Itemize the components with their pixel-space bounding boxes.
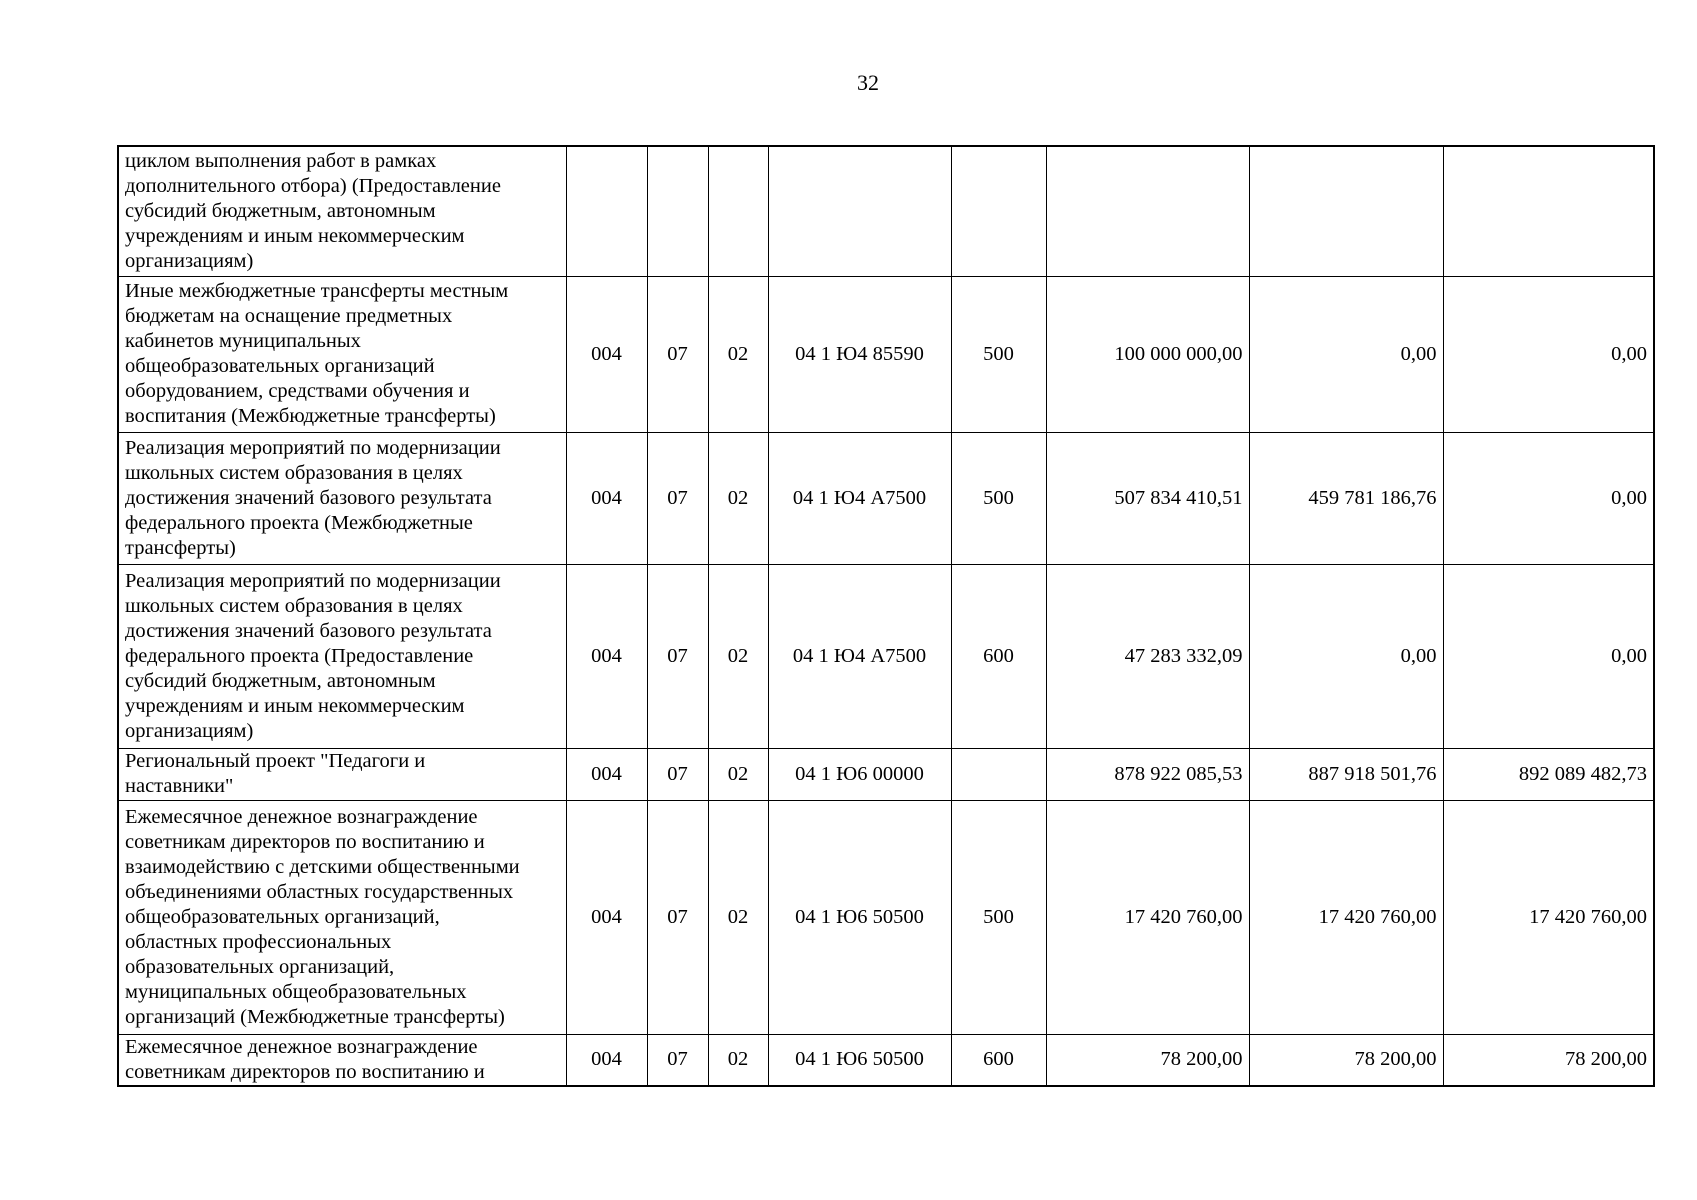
sum-year-1-cell — [1046, 146, 1249, 276]
description-cell — [118, 800, 566, 1034]
description-cell — [118, 432, 566, 564]
description-line: школьных систем образования в целях — [125, 594, 463, 617]
table-row — [118, 800, 1654, 1034]
description-line: Региональный проект "Педагоги и — [125, 750, 426, 772]
description-line: федерального проекта (Межбюджетные — [125, 511, 473, 534]
page-number: 32 — [857, 70, 879, 95]
subsection-code-cell: 02 — [708, 800, 768, 1034]
sum-year-1-cell: 100 000 000,00 — [1046, 276, 1249, 432]
sum-year-1-cell: 17 420 760,00 — [1046, 800, 1249, 1034]
description-cell — [118, 1034, 566, 1086]
expense-type-cell: 500 — [951, 432, 1046, 564]
section-code-cell: 07 — [647, 1034, 708, 1086]
expense-type-cell — [951, 748, 1046, 800]
ministry-code-cell — [566, 146, 647, 276]
sum-year-1-cell: 78 200,00 — [1046, 1034, 1249, 1086]
description-line: оборудованием, средствами обучения и — [125, 380, 470, 402]
section-code-cell: 07 — [647, 800, 708, 1034]
target-article-cell — [768, 146, 951, 276]
description-line: кабинетов муниципальных — [125, 330, 361, 352]
sum-year-2-cell: 459 781 186,76 — [1249, 432, 1443, 564]
sum-year-1-cell: 47 283 332,09 — [1046, 564, 1249, 748]
table-row — [118, 276, 1654, 432]
target-article-cell: 04 1 Ю6 50500 — [768, 800, 951, 1034]
description-cell — [118, 276, 566, 432]
target-article-cell: 04 1 Ю4 А7500 — [768, 432, 951, 564]
description-line: достижения значений базового результата — [125, 486, 492, 509]
description-line: советникам директоров по воспитанию и — [125, 830, 485, 853]
description-line: федерального проекта (Предоставление — [125, 644, 474, 667]
ministry-code-cell: 004 — [566, 1034, 647, 1086]
target-article-cell: 04 1 Ю6 00000 — [768, 748, 951, 800]
sum-year-3-cell: 0,00 — [1443, 564, 1654, 748]
expense-type-cell: 600 — [951, 1034, 1046, 1086]
description-line: организаций (Межбюджетные трансферты) — [125, 1005, 505, 1028]
sum-year-2-cell: 17 420 760,00 — [1249, 800, 1443, 1034]
description-line: Ежемесячное денежное вознаграждение — [125, 805, 478, 828]
description-line: дополнительного отбора) (Предоставление — [125, 174, 501, 197]
sum-year-3-cell — [1443, 146, 1654, 276]
section-code-cell: 07 — [647, 748, 708, 800]
description-line: достижения значений базового результата — [125, 619, 492, 642]
target-article-cell: 04 1 Ю6 50500 — [768, 1034, 951, 1086]
table-body — [118, 146, 1654, 1086]
sum-year-1-cell: 507 834 410,51 — [1046, 432, 1249, 564]
sum-year-2-cell: 78 200,00 — [1249, 1034, 1443, 1086]
ministry-code-cell: 004 — [566, 276, 647, 432]
ministry-code-cell: 004 — [566, 432, 647, 564]
section-code-cell — [647, 146, 708, 276]
sum-year-1-cell: 878 922 085,53 — [1046, 748, 1249, 800]
description-line: Реализация мероприятий по модернизации — [125, 569, 501, 592]
section-code-cell: 07 — [647, 432, 708, 564]
description-line: муниципальных общеобразовательных — [125, 980, 467, 1003]
subsection-code-cell: 02 — [708, 432, 768, 564]
ministry-code-cell: 004 — [566, 800, 647, 1034]
table-row — [118, 564, 1654, 748]
description-line: организациям) — [125, 249, 254, 272]
description-line: образовательных организаций, — [125, 955, 395, 978]
expense-type-cell: 500 — [951, 800, 1046, 1034]
sum-year-2-cell: 887 918 501,76 — [1249, 748, 1443, 800]
description-line: советникам директоров по воспитанию и — [125, 1060, 485, 1083]
description-cell — [118, 564, 566, 748]
description-line: общеобразовательных организаций, — [125, 905, 440, 928]
description-line: воспитания (Межбюджетные трансферты) — [125, 405, 496, 427]
ministry-code-cell: 004 — [566, 748, 647, 800]
sum-year-2-cell: 0,00 — [1249, 564, 1443, 748]
target-article-cell: 04 1 Ю4 А7500 — [768, 564, 951, 748]
description-line: Иные межбюджетные трансферты местным — [125, 280, 509, 302]
description-line: субсидий бюджетным, автономным — [125, 669, 436, 692]
budget-table — [117, 145, 1655, 1087]
description-line: организациям) — [125, 719, 254, 742]
description-line: бюджетам на оснащение предметных — [125, 305, 453, 327]
subsection-code-cell — [708, 146, 768, 276]
description-line: циклом выполнения работ в рамках — [125, 149, 437, 172]
section-code-cell: 07 — [647, 564, 708, 748]
description-line: учреждениям и иным некоммерческим — [125, 694, 465, 717]
ministry-code-cell: 004 — [566, 564, 647, 748]
description-line: общеобразовательных организаций — [125, 355, 435, 377]
description-line: трансферты) — [125, 536, 236, 559]
sum-year-3-cell: 0,00 — [1443, 432, 1654, 564]
table-row — [118, 432, 1654, 564]
sum-year-3-cell: 0,00 — [1443, 276, 1654, 432]
description-line: областных профессиональных — [125, 930, 392, 953]
expense-type-cell: 500 — [951, 276, 1046, 432]
subsection-code-cell: 02 — [708, 276, 768, 432]
subsection-code-cell: 02 — [708, 564, 768, 748]
table-row — [118, 1034, 1654, 1086]
description-line: субсидий бюджетным, автономным — [125, 199, 436, 222]
description-line: Реализация мероприятий по модернизации — [125, 436, 501, 459]
sum-year-2-cell: 0,00 — [1249, 276, 1443, 432]
description-line: объединениями областных государственных — [125, 880, 514, 903]
description-line: наставники" — [125, 775, 234, 797]
description-line: взаимодействию с детскими общественными — [125, 855, 520, 878]
subsection-code-cell: 02 — [708, 748, 768, 800]
section-code-cell: 07 — [647, 276, 708, 432]
sum-year-3-cell: 78 200,00 — [1443, 1034, 1654, 1086]
subsection-code-cell: 02 — [708, 1034, 768, 1086]
description-cell — [118, 146, 566, 276]
table-row — [118, 146, 1654, 276]
expense-type-cell — [951, 146, 1046, 276]
sum-year-3-cell: 892 089 482,73 — [1443, 748, 1654, 800]
table-row — [118, 748, 1654, 800]
sum-year-3-cell: 17 420 760,00 — [1443, 800, 1654, 1034]
description-line: школьных систем образования в целях — [125, 461, 463, 484]
expense-type-cell: 600 — [951, 564, 1046, 748]
description-line: Ежемесячное денежное вознаграждение — [125, 1035, 478, 1058]
description-line: учреждениям и иным некоммерческим — [125, 224, 465, 247]
target-article-cell: 04 1 Ю4 85590 — [768, 276, 951, 432]
description-cell — [118, 748, 566, 800]
sum-year-2-cell — [1249, 146, 1443, 276]
